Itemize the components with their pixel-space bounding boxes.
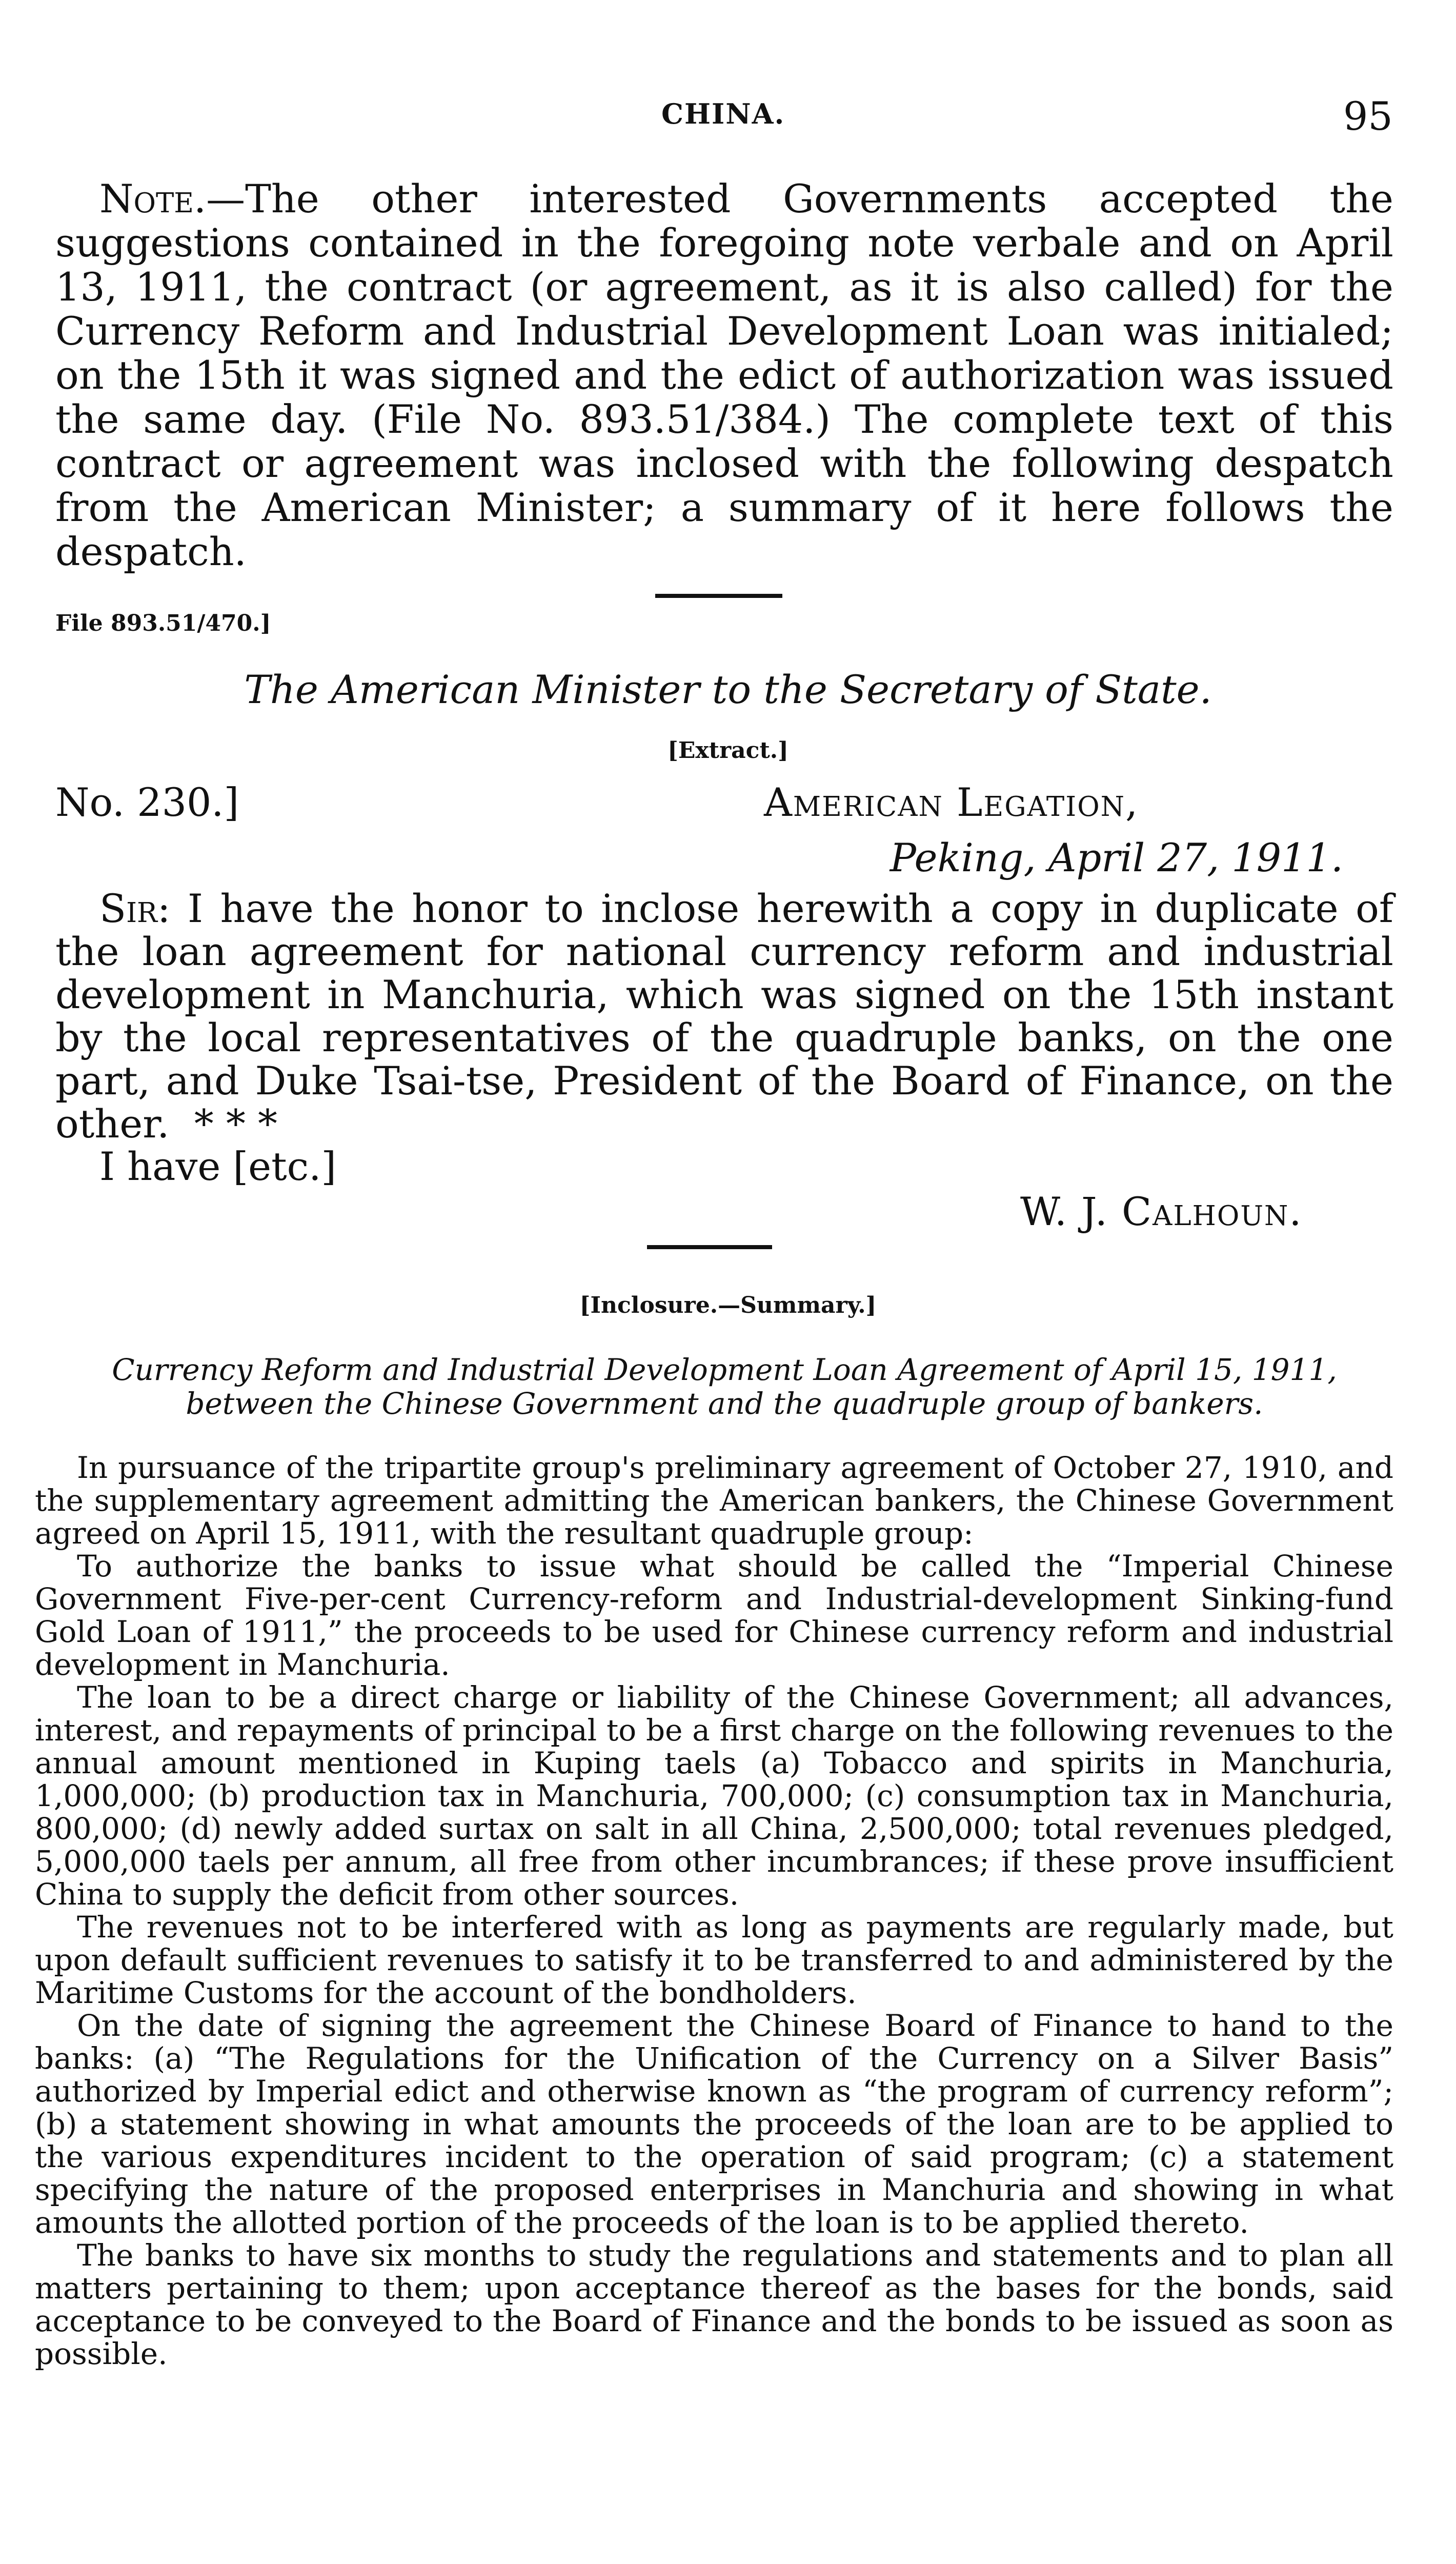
despatch-number: No. 230.] (55, 779, 239, 825)
summary-paragraph: In pursuance of the tripartite group's preliminary agreement of October 27, 1910, and the supplementary agreement admitting the American bankers, the Chinese Government agreed on April 15, 1911, with the resultant quadruple group: (35, 1450, 1393, 1551)
extract-tag: [Extract.] (668, 737, 788, 764)
note-text: —The other interested Governments accepted the suggestions contained in the foregoing note verbale and on April 13, 1911, the contract (or agreement, as it is also called) for the Currency Reform and Industrial Development Loan was initialed; on the 15th it was signed and the edict of authorization was issued the same day. (File No. 893.51/384.) The complete text of this contract or agreement was inclosed with the following despatch from the American Minister; a summary of it here follows the despatch. (55, 176, 1393, 574)
ellipsis-stars: * * * (194, 1101, 278, 1147)
note-paragraph (55, 177, 1393, 574)
legation-heading: American Legation, (764, 779, 1139, 825)
section-divider-2 (647, 1245, 772, 1249)
page-number: 95 (1343, 93, 1393, 139)
summary-body (35, 1451, 1393, 2370)
summary-paragraph: The banks to have six months to study the regulations and statements and to plan all matters pertaining to them; upon acceptance thereof as the bases for the bonds, said acceptance to be conveyed to the Board of Finance and the bonds to be issued as soon as possible. (35, 2238, 1393, 2371)
running-head: CHINA. (661, 97, 785, 130)
place-date: Peking, April 27, 1911. (889, 835, 1343, 880)
summary-paragraph: The revenues not to be interfered with as long as payments are regularly made, but upon default sufficient revenues to satisfy it to be transferred to and administered by the Maritime Customs for the account of the bondholders. (35, 1910, 1393, 2010)
summary-paragraph: To authorize the banks to issue what should be called the “Imperial Chinese Government Five-per-cent Currency-reform and Industrial-development Sinking-fund Gold Loan of 1911,” the proceeds to be used for Chinese currency reform and industrial development in Manchuria. (35, 1549, 1393, 1682)
signature: W. J. Calhoun. (1020, 1189, 1303, 1234)
salutation: Sir: (99, 886, 171, 931)
summary-title: Currency Reform and Industrial Development Loan Agreement of April 15, 1911, between the Chinese Government and the quadruple group of bankers. (112, 1352, 1337, 1421)
letter-text: I have the honor to inclose herewith a copy in duplicate of the loan agreement for national currency reform and industrial development in Manchuria, which was signed on the 15th instant by the local representatives of the quadruple banks, on the one part, and Duke Tsai-tse, President of the Board of Finance, on the other. (55, 886, 1393, 1147)
letter-body (55, 887, 1393, 1146)
summary-paragraph: The loan to be a direct charge or liability of the Chinese Government; all advances, interest, and repayments of principal to be a first charge on the following revenues to the annual amount mentioned in Kuping taels (a) Tobacco and spirits in Manchuria, 1,000,000; (b) production tax in Manchuria, 700,000; (c) consumption tax in Manchuria, 800,000; (d) newly added surtax on salt in all China, 2,500,000; total revenues pledged, 5,000,000 taels per annum, all free from other incumbrances; if these prove insufficient China to supply the deficit from other sources. (35, 1680, 1393, 1912)
section-divider (655, 594, 782, 598)
note-lead: Note. (99, 176, 207, 222)
summary-paragraph: On the date of signing the agreement the Chinese Board of Finance to hand to the banks: (a) “The Regulations for the Unification of the Currency on a Silver Basis” authorized by Imperial edict and otherwise known as “the program of currency reform”; (b) a statement showing in what amounts the proceeds of the loan are to be applied to the various expenditures incident to the operation of said program; (c) a statement specifying the nature of the proposed enterprises in Manchuria and showing in what amounts the allotted portion of the proceeds of the loan is to be applied thereto. (35, 2008, 1393, 2240)
despatch-title: The American Minister to the Secretary of State. (244, 667, 1212, 712)
closing-line: I have [etc.] (99, 1144, 337, 1189)
inclosure-tag: [Inclosure.—Summary.] (579, 1292, 877, 1318)
file-reference: File 893.51/470.] (55, 610, 271, 636)
